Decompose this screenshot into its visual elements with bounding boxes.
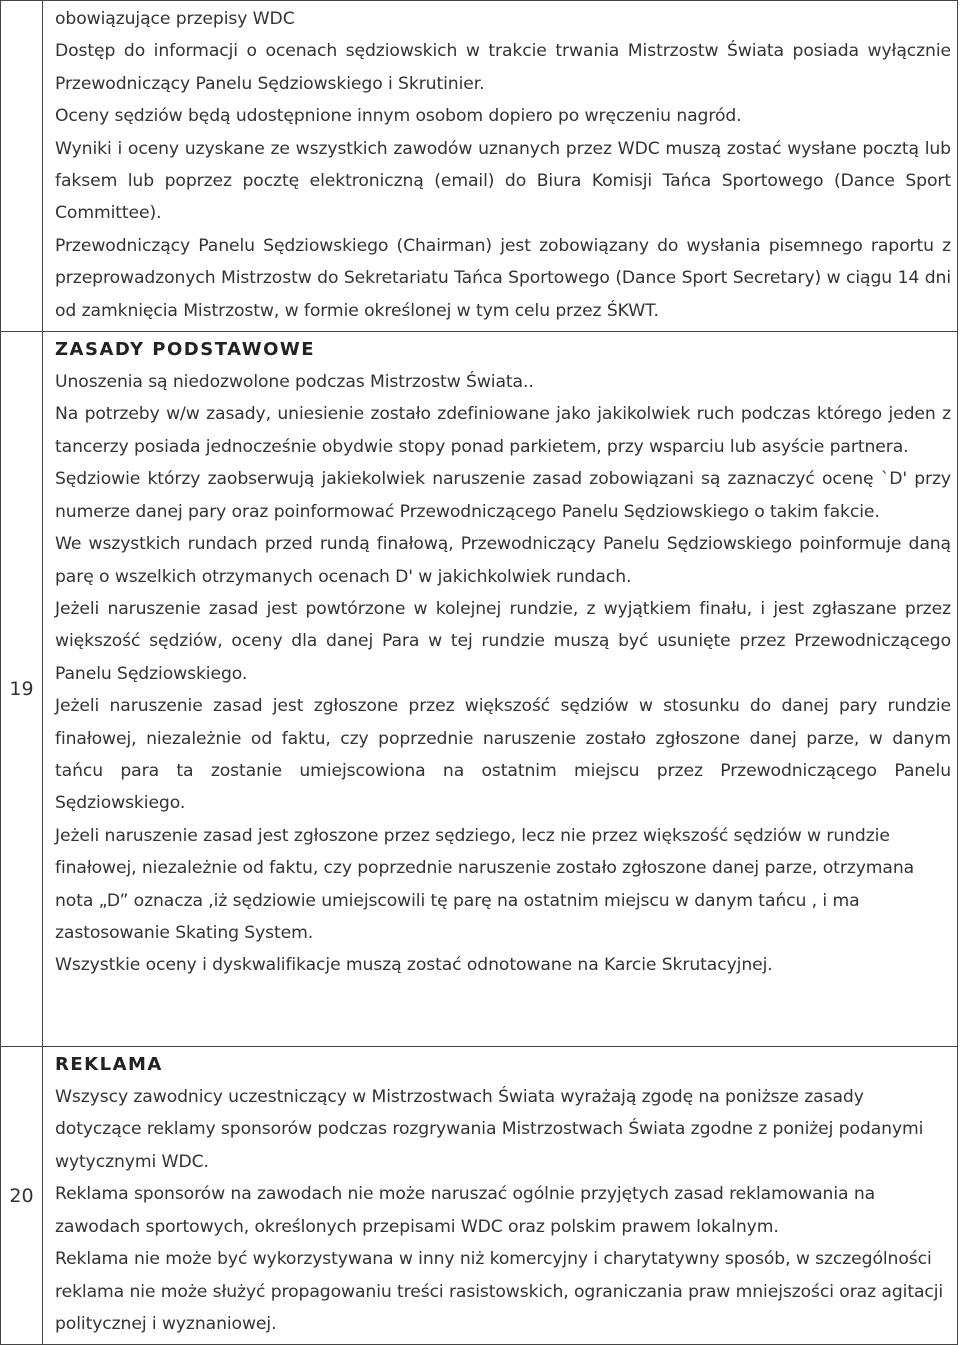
section-row-continued (1, 1, 958, 332)
paragraph: Unoszenia są niedozwolone podczas Mistrzostw Świata.. (55, 372, 534, 393)
section-number (1, 1, 43, 332)
section-content (43, 332, 958, 1047)
paragraph: Wyniki i oceny uzyskane ze wszystkich zawodów uznanych przez WDC muszą zostać wysłane pocztą lub faksem lub poprzez pocztę elektroniczną (email) do Biura Komisji Tańca Sportowego (Dance Sport Committee). (55, 138, 951, 224)
section-number: 19 (1, 332, 43, 1047)
paragraph: obowiązujące przepisy WDC (55, 9, 295, 29)
paragraph: Sędziowie którzy zaobserwują jakiekolwiek naruszenie zasad zobowiązani są zaznaczyć ocenę `D' przy numerze danej pary oraz poinformować Przewodniczącego Panelu Sędziowskiego o takim fakcie. (55, 469, 951, 522)
paragraph: Wszyscy zawodnicy uczestniczący w Mistrzostwach Świata wyrażają zgodę na poniższe zasady dotyczące reklamy sponsorów podczas rozgrywania Mistrzostwach Świata zgodne z poniżej podanymi wytycznymi WDC. (55, 1087, 924, 1172)
paragraph: Oceny sędziów będą udostępnione innym osobom dopiero po wręczeniu nagród. (55, 106, 742, 127)
paragraph: Jeżeli naruszenie zasad jest powtórzone w kolejnej rundzie, z wyjątkiem finału, i jest zgłaszane przez większość sędziów, oceny dla danej Para w tej rundzie muszą być usunięte przez Przewodniczącego Panelu Sędziowskiego. (55, 598, 951, 684)
section-row-20 (1, 1047, 958, 1345)
paragraph: Dostęp do informacji o ocenach sędziowskich w trakcie trwania Mistrzostw Świata posiada wyłącznie Przewodniczący Panelu Sędziowskiego i Skrutinier. (55, 41, 951, 94)
section-content (43, 1047, 958, 1345)
paragraph: Reklama sponsorów na zawodach nie może naruszać ogólnie przyjętych zasad reklamowania na zawodach sportowych, określonych przepisami WDC oraz polskim prawem lokalnym. (55, 1184, 876, 1237)
section-heading: ZASADY PODSTAWOWE (55, 339, 316, 361)
paragraph: Jeżeli naruszenie zasad jest zgłoszone przez większość sędziów w stosunku do danej pary rundzie finałowej, niezależnie od faktu, czy poprzednie naruszenie zostało zgłoszone danej parze, w danym tańcu para ta zostanie umiejscowiona na ostatnim miejscu przez Przewodniczącego Panelu Sędziowskiego. (55, 696, 951, 814)
section-row-19 (1, 332, 958, 1047)
paragraph: Reklama nie może być wykorzystywana w inny niż komercyjny i charytatywny sposób, w szczególności reklama nie może służyć propagowaniu treści rasistowskich, ograniczania praw mniejszości oraz agitacji politycznej i wyznaniowej. (55, 1249, 944, 1334)
paragraph: We wszystkich rundach przed rundą finałową, Przewodniczący Panelu Sędziowskiego poinformuje daną parę o wszelkich otrzymanych ocenach D' w jakichkolwiek rundach. (55, 534, 951, 587)
paragraph: Na potrzeby w/w zasady, uniesienie zostało zdefiniowane jako jakikolwiek ruch podczas którego jeden z tancerzy posiada jednocześnie obydwie stopy ponad parkietem, przy wsparciu lub asyście partnera. (55, 404, 951, 457)
section-content (43, 1, 958, 332)
paragraph: Wszystkie oceny i dyskwalifikacje muszą zostać odnotowane na Karcie Skrutacyjnej. (55, 955, 773, 976)
section-heading: REKLAMA (55, 1054, 163, 1076)
paragraph: Przewodniczący Panelu Sędziowskiego (Chairman) jest zobowiązany do wysłania pisemnego raportu z przeprowadzonych Mistrzostw do Sekretariatu Tańca Sportowego (Dance Sport Secretary) w ciągu 14 dni od zamknięcia Mistrzostw, w formie określonej w tym celu przez ŚKWT. (55, 235, 951, 321)
paragraph: Jeżeli naruszenie zasad jest zgłoszone przez sędziego, lecz nie przez większość sędziów w rundzie finałowej, niezależnie od faktu, czy poprzednie naruszenie zostało zgłoszone danej parze, otrzymana nota „D” oznacza ,iż sędziowie umiejscowili tę parę na ostatnim miejscu w danym tańcu , i ma zastosowanie Skating System. (55, 825, 915, 943)
section-number: 20 (1, 1047, 43, 1345)
